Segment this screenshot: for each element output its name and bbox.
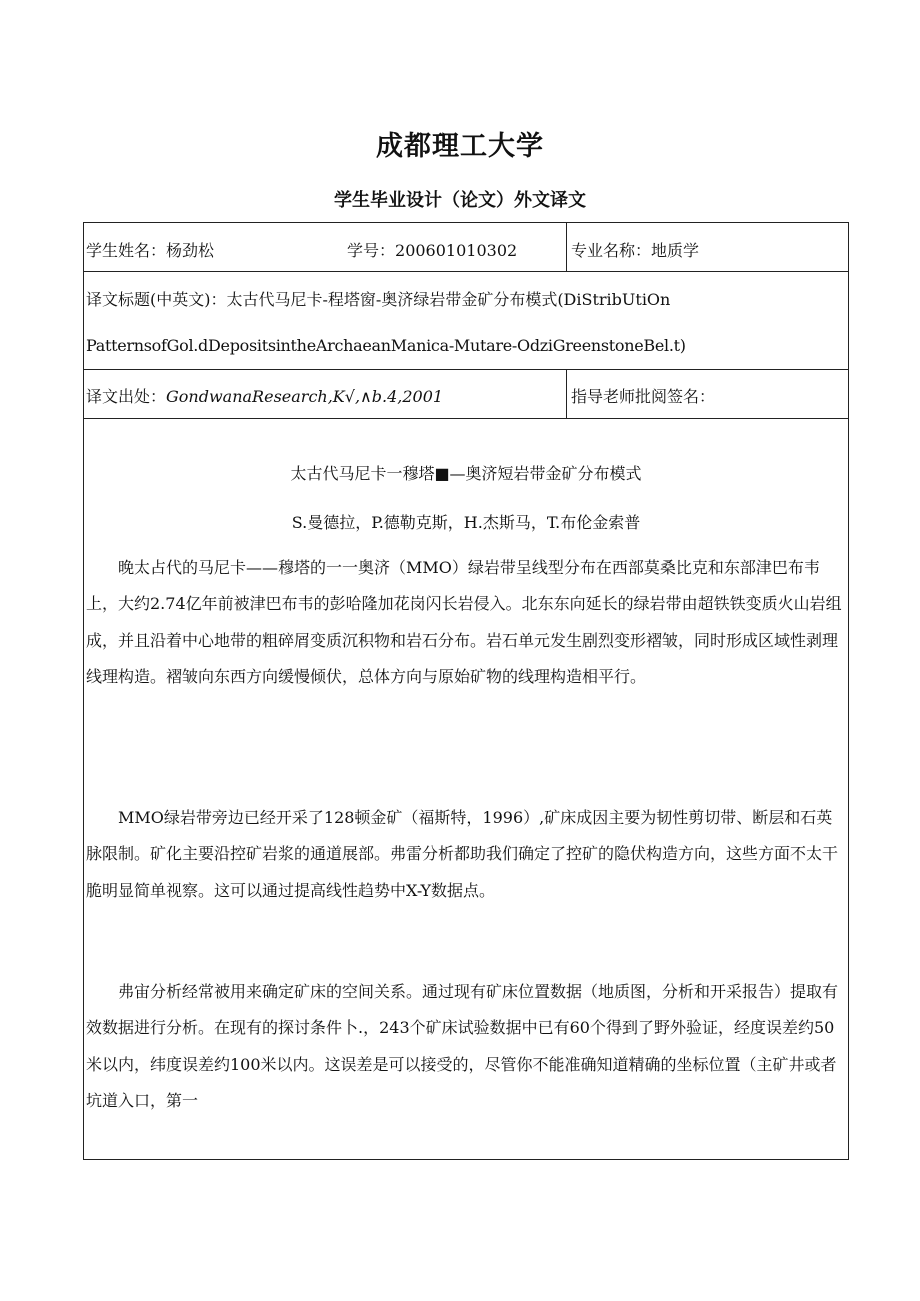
student-id-label: 学号： — [347, 241, 396, 260]
article-title: 太古代马尼卡一穆塔■—奥济短岩带金矿分布模式 — [290, 464, 642, 483]
paragraph-text: 弗宙分析经常被用来确定矿床的空间关系。通过现有矿床位置数据（地质图，分析和开采报告）提取有效数据进行分析。在现有的探讨条件卜.，243个矿床试验数据中已有60个得到了野外验证，经度误差约50米以内，纬度误差约100米以内。这误差是可以接受的，尽管你不能准确知道精确的坐标位置（主矿井或者坑道入口，第一 — [86, 982, 839, 1111]
translation-title-label: 译文标题(中英文)： — [86, 290, 227, 309]
source-value: GondwanaResearch,K√,∧b.4,2001 — [166, 387, 444, 406]
article-paragraph-2 — [86, 800, 848, 909]
row3-divider — [566, 369, 567, 418]
article-paragraph-1 — [86, 550, 848, 696]
university-title: 成都理工大学 — [376, 131, 544, 162]
major-field — [571, 238, 699, 261]
student-id-value: 200601010302 — [395, 241, 518, 260]
student-id-field — [347, 238, 517, 261]
document-subtitle: 学生毕业设计（论文）外文译文 — [334, 190, 586, 211]
translation-title-field — [86, 287, 670, 310]
student-name-value: 杨劲松 — [166, 241, 215, 260]
source-field — [86, 384, 443, 407]
row-divider-1 — [84, 271, 848, 272]
row1-divider — [566, 223, 567, 271]
translation-form — [83, 222, 849, 1160]
source-label: 译文出处： — [86, 387, 167, 406]
student-name-field — [86, 238, 214, 261]
translation-title-line2: PatternsofGol.dDepositsintheArchaeanManica-Mutare-OdziGreenstoneBel.t) — [86, 336, 686, 355]
translation-title-line1: 太古代马尼卡-程塔窗-奥济绿岩带金矿分布模式(DiStribUtiOn — [226, 290, 671, 309]
paragraph-text: 晚太占代的马尼卡——穆塔的一一奥济（MMO）绿岩带呈线型分布在西部莫桑比克和东部津巴布韦上，大约2.74亿年前被津巴布韦的彭哈隆加花岗闪长岩侵入。北东东向延长的绿岩带由超铁铁变质火山岩组成，并且沿着中心地带的粗碎屑变质沉积物和岩石分布。岩石单元发生剧烈变形褶皱，同时形成区域性剥理线理构造。褶皱向东西方向缓慢倾伏，总体方向与原始矿物的线理构造相平行。 — [86, 558, 842, 687]
student-name-label: 学生姓名： — [86, 241, 167, 260]
major-label: 专业名称： — [571, 241, 652, 260]
row-divider-3 — [84, 418, 848, 419]
article-authors: S.曼德拉，P.德勒克斯，H.杰斯马，T.布伦金索普 — [291, 513, 641, 532]
advisor-signature-label: 指导老师批阅签名： — [571, 387, 716, 406]
paragraph-text: MMO绿岩带旁边已经开采了128顿金矿（福斯特，1996）,矿床成因主要为韧性剪切带、断层和石英脉限制。矿化主要沿控矿岩浆的通道展部。弗雷分析都助我们确定了控矿的隐伏构造方向，这些方面不太干脆明显简单视察。这可以通过提高线性趋势中X-Y数据点。 — [86, 808, 839, 900]
major-value: 地质学 — [651, 241, 700, 260]
article-paragraph-3 — [86, 974, 848, 1120]
row-divider-2 — [84, 369, 848, 370]
